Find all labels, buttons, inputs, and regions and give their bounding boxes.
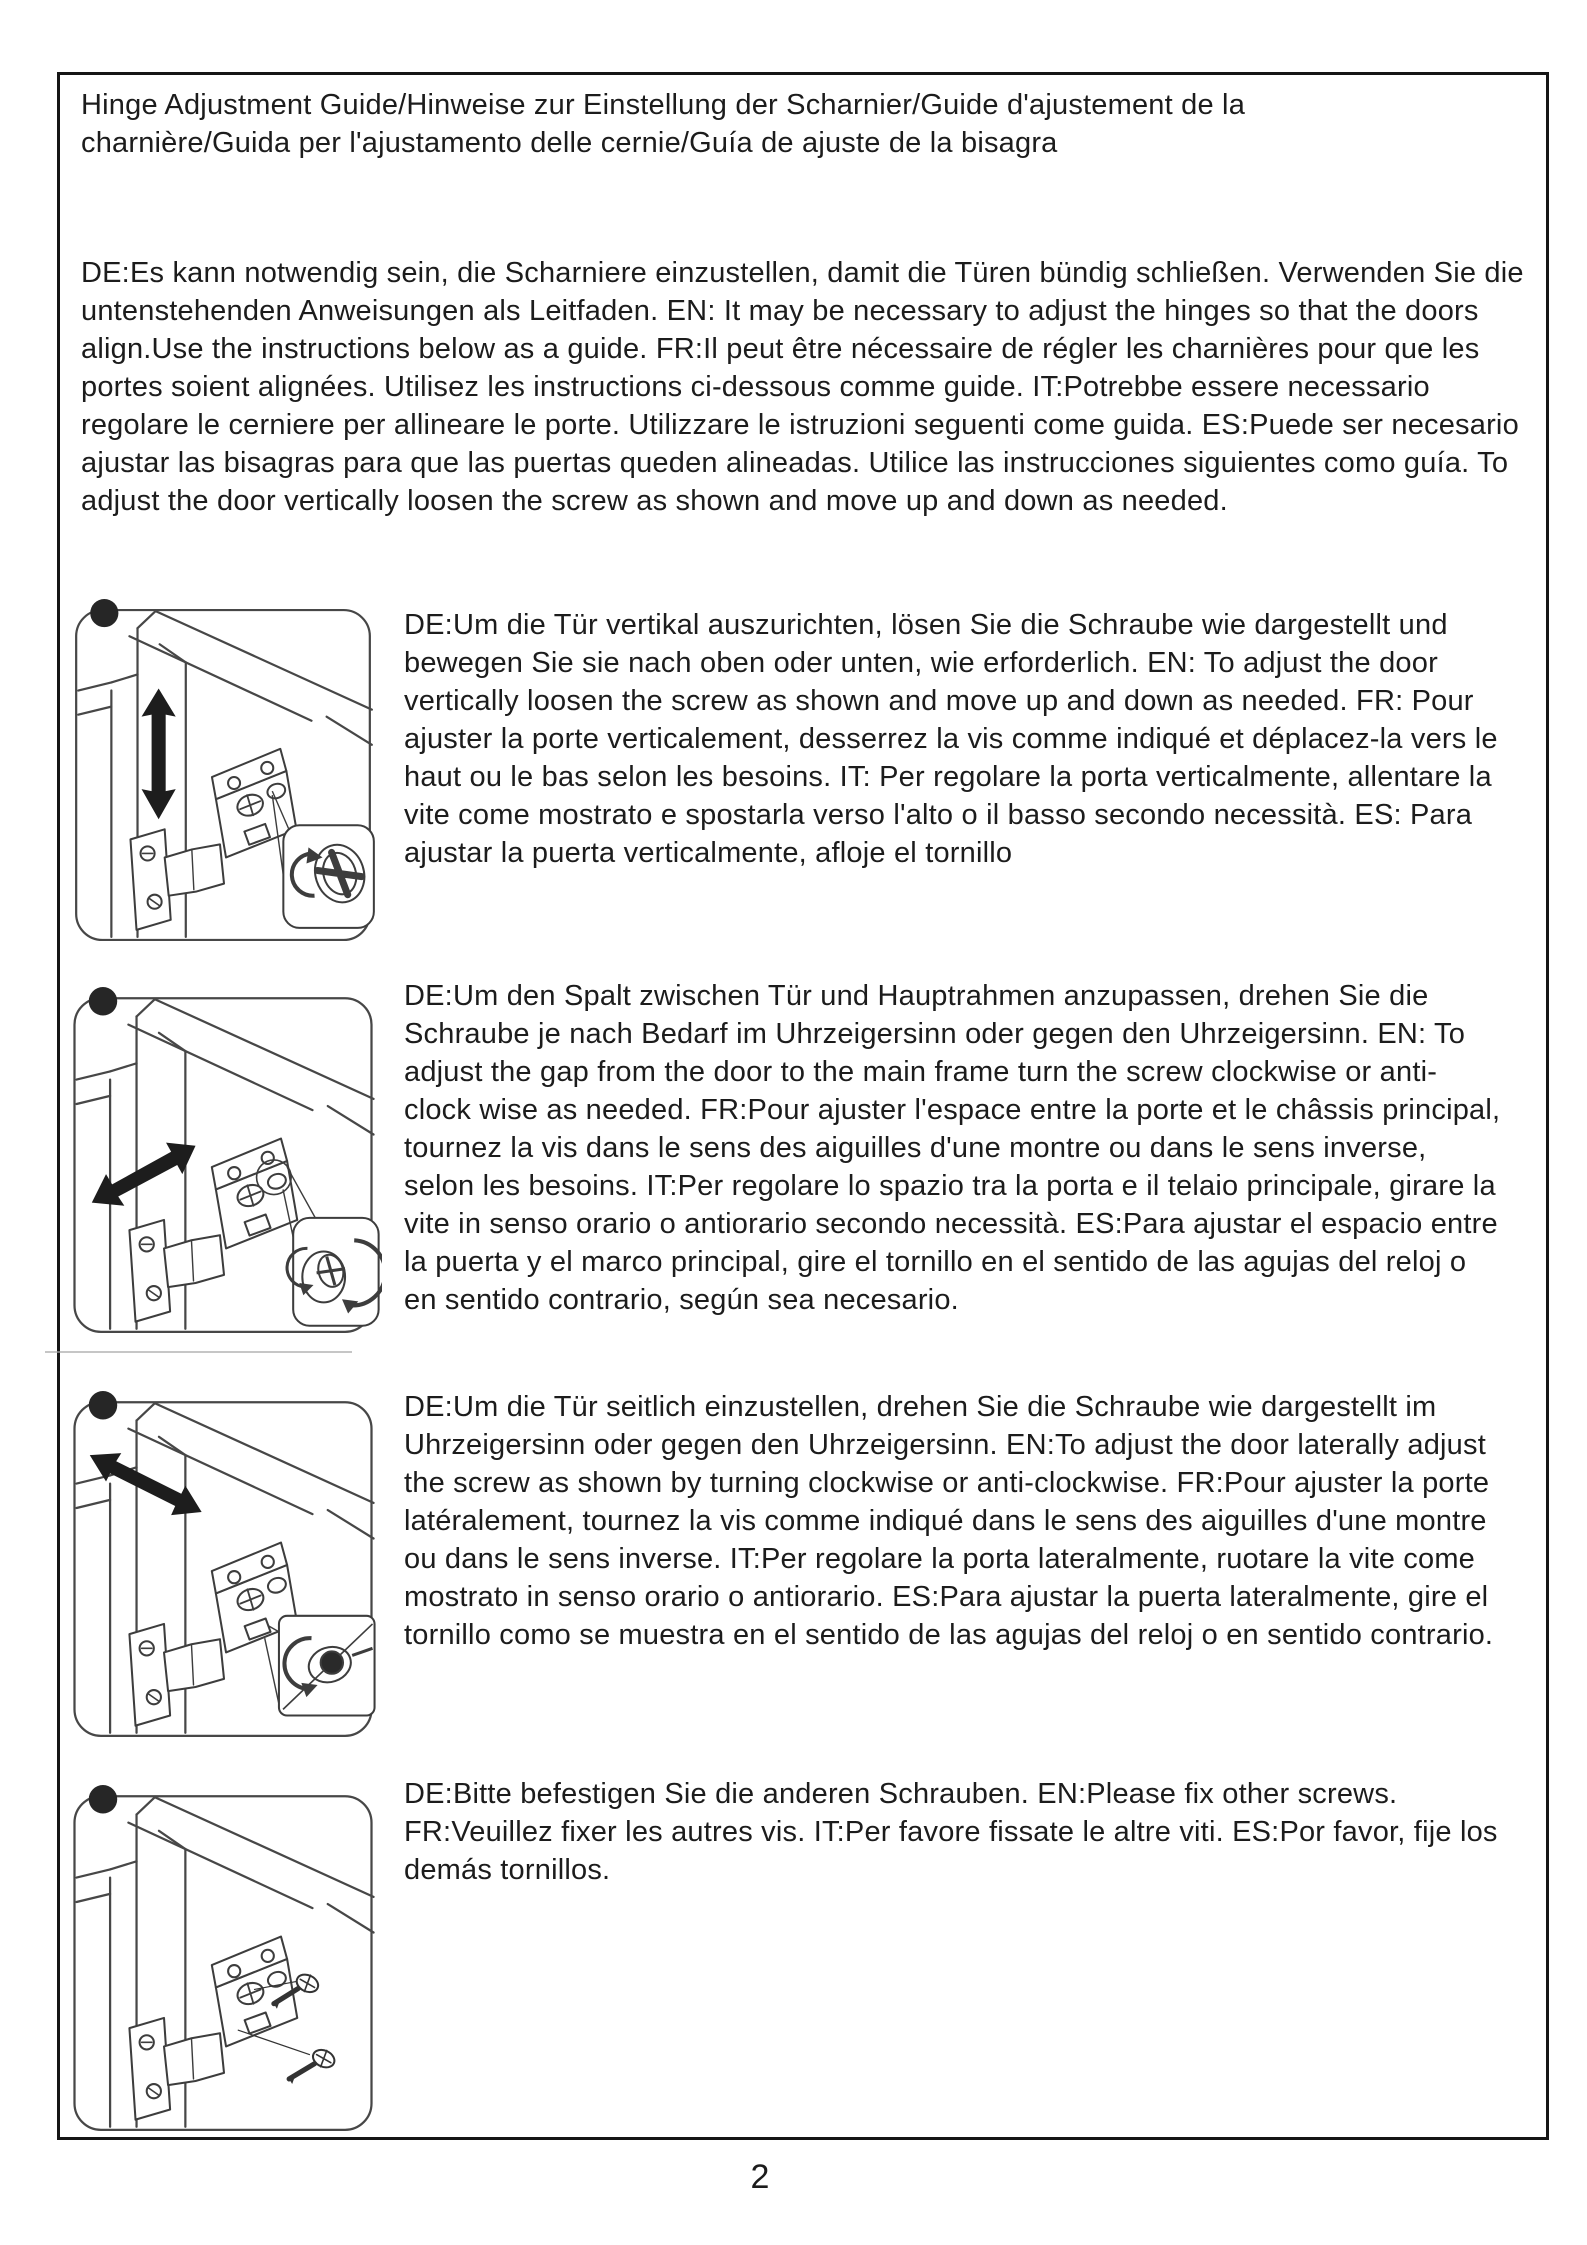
illustration-vertical-adjustment [64,598,382,950]
screw-detail-callout [265,1616,375,1716]
vertical-double-arrow-icon [142,689,176,820]
corner-dot [89,987,117,1015]
section-text-vertical: DE:Um die Tür vertikal auszurichten, lösen Sie die Schraube wie dargestellt und bewegen Sie sie nach oben oder unten, wie erforderlich. EN: To adjust the door vertically loosen the screw as shown and move up and down as needed. FR: Pour ajuster la porte verticalement, desserrez la vis comme indiqué et déplacez-la vers le haut ou le bas selon les besoins. IT: Per regolare la porta verticalmente, allentare la vite come mostrato e spostarla verso l'alto o il basso secondo necessità. ES: Para ajustar la puerta verticalmente, afloje el tornillo [404,609,1498,869]
intro-paragraph: DE:Es kann notwendig sein, die Scharniere einzustellen, damit die Türen bündig schließen. Verwenden Sie die untenstehenden Anweisungen als Leitfaden. EN: It may be necessary to adjust the hinges so that the doors align.Use the instructions below as a guide. FR:Il peut être nécessaire de régler les charnières pour que les portes soient alignées. Utilisez les instructions ci-dessous comme guide. IT:Potrebbe essere necessario regolare le cerniere per allineare le porte. Utilizzare le istruzioni seguenti come guida. ES:Puede ser necesario ajustar las bisagras para que las puertas queden alineadas. Utilice las instrucciones siguientes como guía. To adjust the door vertically loosen the screw as shown and move up and down as needed. [81,257,1524,517]
corner-dot [89,1391,117,1419]
diagonal-double-arrow-icon [92,1143,196,1206]
page-number: 2 [750,2158,770,2196]
section-text-lateral: DE:Um die Tür seitlich einzustellen, drehen Sie die Schraube wie dargestellt im Uhrzeigersinn oder gegen den Uhrzeigersinn. EN:To adjust the door laterally adjust the screw as shown by turning clockwise or anti-clockwise. FR:Pour ajuster la porte latéralement, tournez la vis comme indiqué dans le sens des aiguilles d'une montre ou dans le sens inverse. IT:Per regolare la porta lateralmente, ruotare la vite come mostrato in senso orario o antiorario. ES:Para ajustar la puerta lateralmente, gire el tornillo como se muestra en el sentido de las agujas del reloj o en sentido contrario. [404,1391,1494,1651]
screw-icon [289,2047,337,2085]
page-title: Hinge Adjustment Guide/Hinweise zur Einstellung der Scharnier/Guide d'ajustement de la charnière/Guida per l'ajustamento delle cernie/Guía de ajuste de la bisagra [81,89,1246,159]
screw-head-icon [321,1651,343,1673]
section-text-fix-screws: DE:Bitte befestigen Sie die anderen Schrauben. EN:Please fix other screws. FR:Veuillez fixer les autres vis. IT:Per favore fissate le altre viti. ES:Por favor, fije los demás tornillos. [404,1778,1498,1886]
corner-dot [90,599,118,627]
scan-artifact-line [45,1351,352,1353]
illustration-gap-adjustment [64,986,382,1342]
corner-dot [89,1785,117,1813]
hinge-drawing [129,1543,297,1726]
illustration-fix-screws [64,1784,382,2140]
hinge-drawing [129,1937,297,2120]
section-text-gap: DE:Um den Spalt zwischen Tür und Hauptrahmen anzupassen, drehen Sie die Schraube je nach Bedarf im Uhrzeigersinn oder gegen den Uhrzeigersinn. EN: To adjust the gap from the door to the main frame turn the screw clockwise or anti-clock wise as needed. FR:Pour ajuster l'espace entre la porte et le châssis principal, tournez la vis dans le sens des aiguilles d'une montre ou dans le sens inverse, selon les besoins. IT:Per regolare lo spazio tra la porta e il telaio principale, girare la vite in senso orario o antiorario secondo necessità. ES:Para ajustar el espacio entre la puerta y el marco principal, gire el tornillo en el sentido de las agujas del reloj o en sentido contrario, según sea necesario. [404,980,1501,1316]
illustration-lateral-adjustment [64,1390,382,1746]
